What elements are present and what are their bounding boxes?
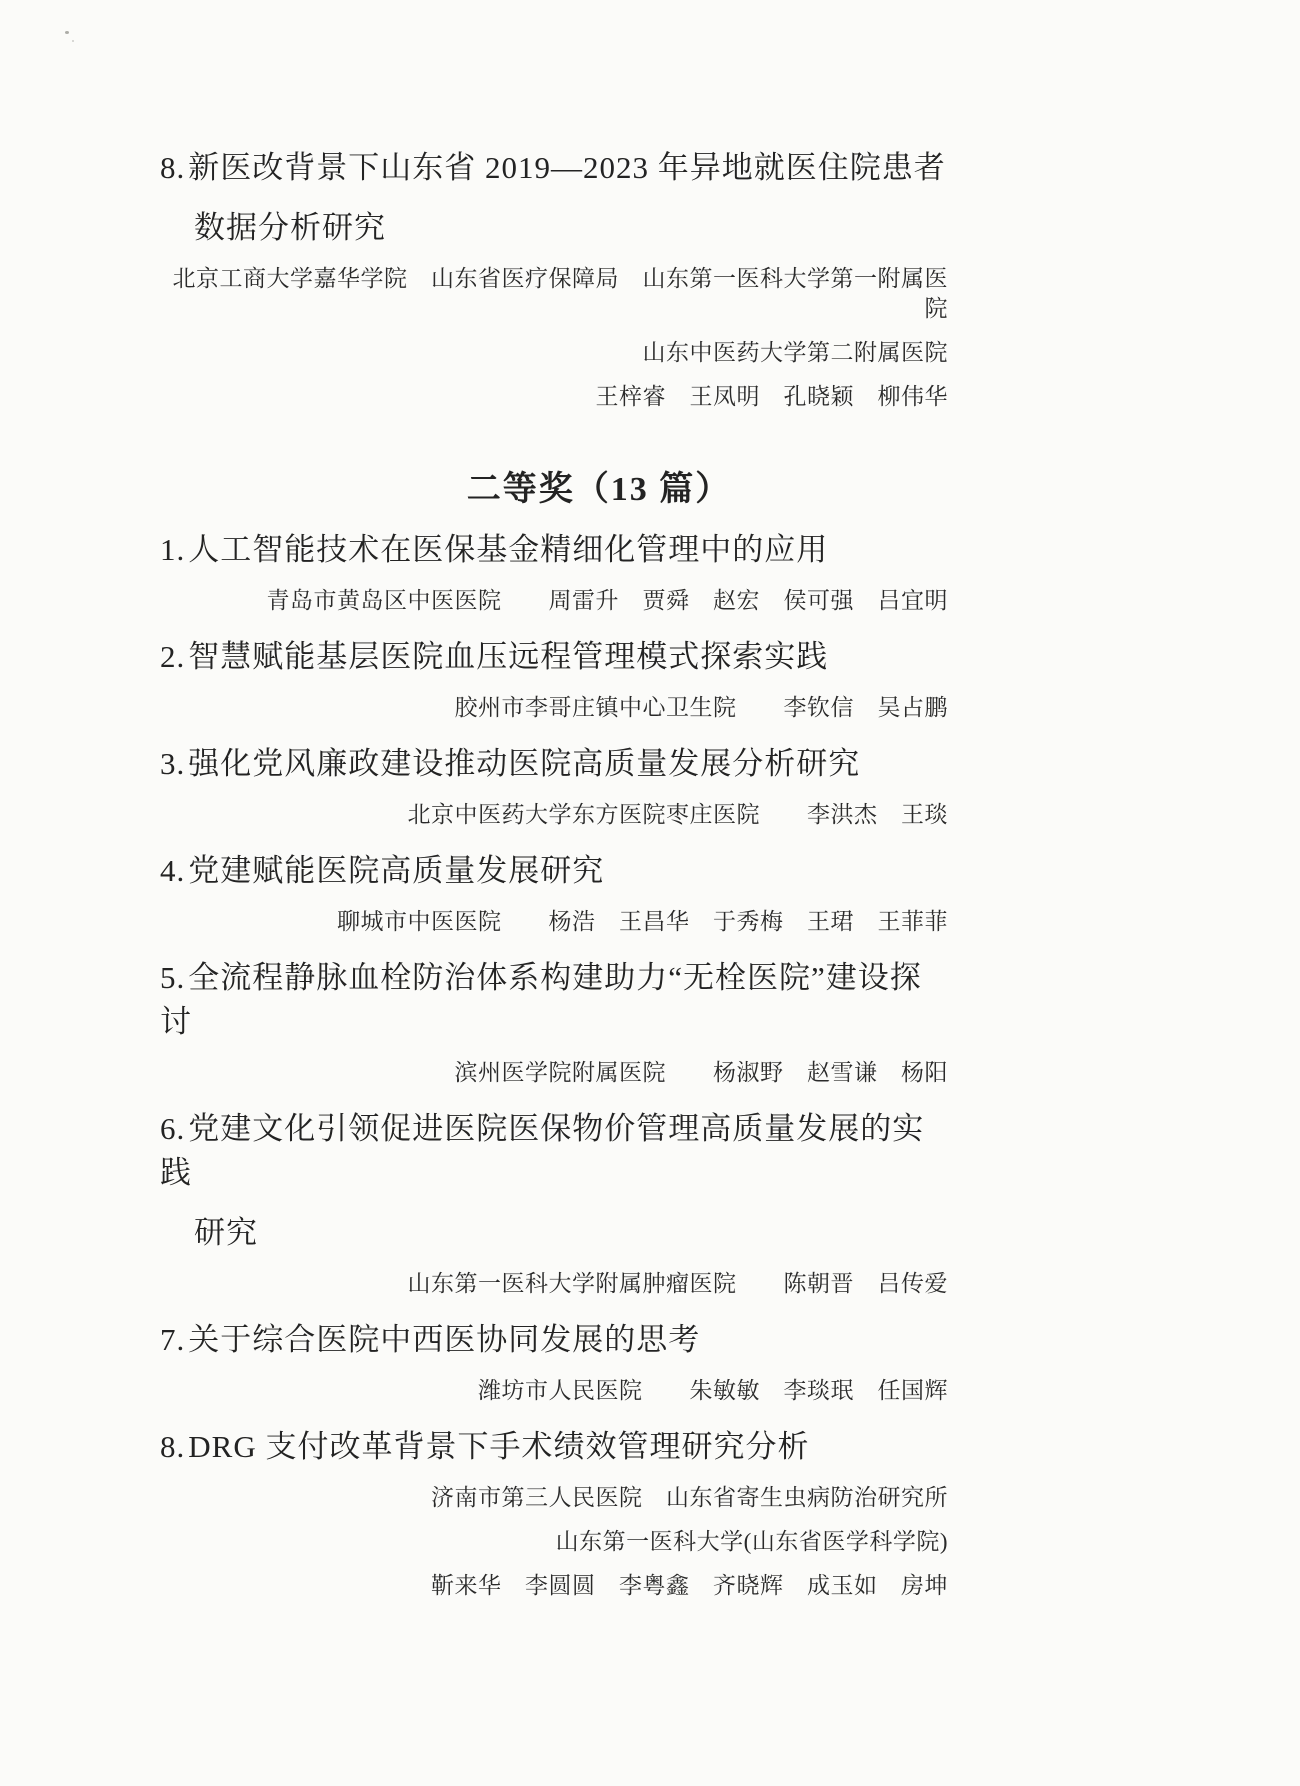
item-title-line: [160, 956, 948, 1044]
item-number: 5.: [160, 960, 186, 995]
item-institution-and-authors: 青岛市黄岛区中医医院 周雷升 贾舜 赵宏 侯可强 吕宜明: [266, 588, 948, 613]
item-title-line-continuation: 数据分析研究: [194, 210, 386, 245]
item-number: 6.: [160, 1111, 186, 1146]
item-title-text: 全流程静脉血栓防治体系构建助力“无栓医院”建设探讨: [160, 960, 922, 1039]
item-title-line: [160, 1425, 948, 1469]
item-title-line: [160, 1318, 948, 1362]
scan-speck: [72, 40, 74, 42]
item-number: 8.: [160, 150, 186, 185]
section-header-second-prize: 二等奖（13 篇）: [466, 471, 732, 508]
award-item-first-prize-8: [160, 146, 948, 412]
item-institution-and-authors: 北京中医药大学东方医院枣庄医院 李洪杰 王琰: [407, 802, 948, 827]
item-title-text: 关于综合医院中西医协同发展的思考: [188, 1322, 701, 1357]
item-title-text: 新医改背景下山东省 2019—2023 年异地就医住院患者: [188, 150, 946, 185]
item-title-line: [160, 742, 948, 786]
item-number: 4.: [160, 853, 186, 888]
award-item-7: [160, 1318, 948, 1406]
award-item-6: [160, 1107, 948, 1299]
item-institution-and-authors: 潍坊市人民医院 朱敏敏 李琰珉 任国辉: [478, 1378, 948, 1403]
item-number: 8.: [160, 1429, 186, 1464]
award-item-8: [160, 1425, 948, 1601]
item-title-text: DRG 支付改革背景下手术绩效管理研究分析: [188, 1429, 810, 1464]
scan-speck: [65, 31, 69, 34]
item-authors: 靳来华 李圆圆 李粤鑫 齐晓辉 成玉如 房坤: [431, 1573, 948, 1598]
item-institutions: 山东中医药大学第二附属医院: [642, 340, 948, 365]
item-title-text: 人工智能技术在医保基金精细化管理中的应用: [188, 532, 829, 567]
item-title-text: 智慧赋能基层医院血压远程管理模式探索实践: [188, 639, 829, 674]
award-item-5: [160, 956, 948, 1088]
item-institution-and-authors: 聊城市中医医院 杨浩 王昌华 于秀梅 王珺 王菲菲: [337, 909, 948, 934]
item-number: 7.: [160, 1322, 186, 1357]
item-institution-and-authors: 山东第一医科大学附属肿瘤医院 陈朝晋 吕传爱: [407, 1271, 948, 1296]
item-title-text: 强化党风廉政建设推动医院高质量发展分析研究: [188, 746, 861, 781]
item-institutions: 济南市第三人民医院 山东省寄生虫病防治研究所: [431, 1485, 948, 1510]
item-title-line: [160, 635, 948, 679]
item-number: 1.: [160, 532, 186, 567]
item-number: 3.: [160, 746, 186, 781]
item-title-line-continuation: 研究: [194, 1215, 258, 1250]
item-title-text: 党建赋能医院高质量发展研究: [188, 853, 605, 888]
item-institution-and-authors: 滨州医学院附属医院 杨淑野 赵雪谦 杨阳: [454, 1060, 948, 1085]
item-title-line: [160, 146, 948, 190]
item-institution-and-authors: 胶州市李哥庄镇中心卫生院 李钦信 吴占鹏: [454, 695, 948, 720]
item-authors: 王梓睿 王凤明 孔晓颖 柳伟华: [595, 384, 948, 409]
item-number: 2.: [160, 639, 186, 674]
item-institutions: 山东第一医科大学(山东省医学科学院): [555, 1529, 948, 1554]
item-title-line: [160, 1107, 948, 1195]
item-institutions: 北京工商大学嘉华学院 山东省医疗保障局 山东第一医科大学第一附属医院: [172, 266, 948, 321]
item-title-text: 党建文化引领促进医院医保物价管理高质量发展的实践: [160, 1111, 925, 1190]
item-title-line: [160, 849, 948, 893]
award-item-4: [160, 849, 948, 937]
award-item-1: [160, 528, 948, 616]
page-content: [160, 146, 948, 1620]
award-item-2: [160, 635, 948, 723]
item-title-line: [160, 528, 948, 572]
award-item-3: [160, 742, 948, 830]
